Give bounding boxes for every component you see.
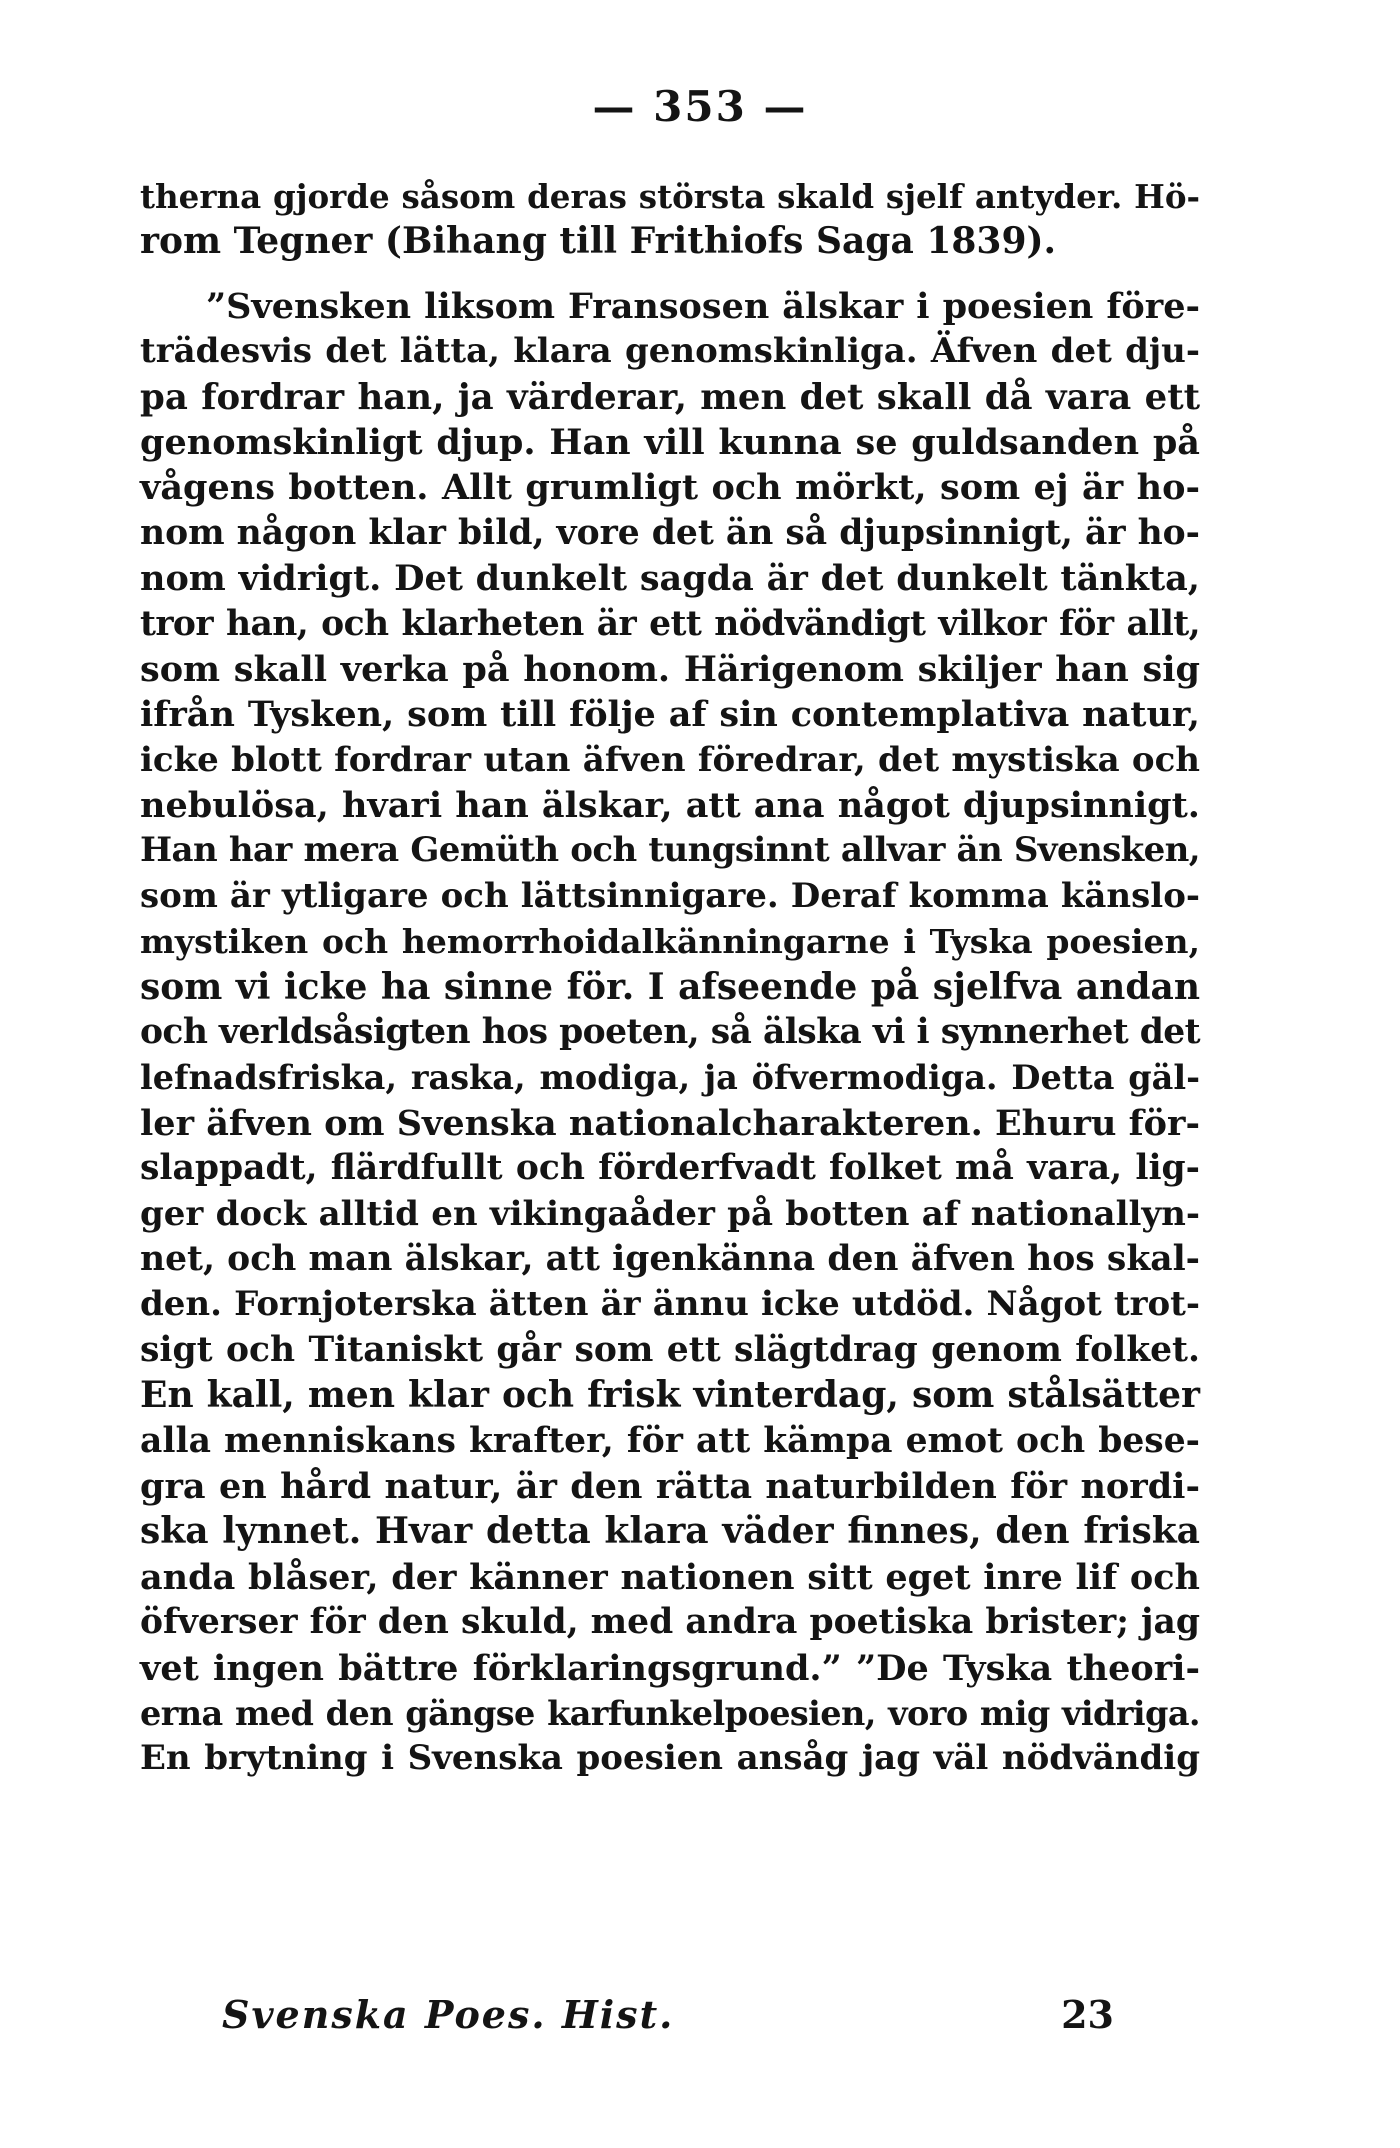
text-line: net, och man älskar, att igenkänna den äfven hos skal- [140,1238,1200,1279]
text-line: tror han, och klarheten är ett nödvändigt vilkor för allt, [140,603,1200,644]
text-line: ”Svensken liksom Fransosen älskar i poesien före- [206,285,1200,327]
text-line: rom Tegner (Bihang till Frithiofs Saga 1839). [140,220,1057,263]
text-line: erna med den gängse karfunkelpoesien, voro mig vidriga. [140,1693,1200,1733]
text-line: gra en hård natur, är den rätta naturbilden för nordi- [140,1465,1200,1507]
text-line: pa fordrar han, ja värderar, men det skall då vara ett [140,376,1200,418]
text-line: den. Fornjoterska ätten är ännu icke utdöd. Något trot- [140,1284,1200,1325]
text-line: nom någon klar bild, vore det än så djupsinnigt, är ho- [140,512,1200,553]
text-line: ger dock alltid en vikingaåder på botten af nationallyn- [140,1193,1200,1234]
text-line: genomskinligt djup. Han vill kunna se guldsanden på [140,421,1200,463]
text-line: nebulösa, hvari han älskar, att ana något djupsinnigt. [140,785,1200,827]
text-line: En kall, men klar och frisk vinterdag, som stålsätter [140,1374,1200,1417]
sheet-number: 23 [1061,1992,1114,2037]
page-number: — 353 — [592,82,808,131]
page-footer [222,1992,1114,2040]
text-line: anda blåser, der känner nationen sitt eget inre lif och [140,1556,1200,1598]
text-line: ska lynnet. Hvar detta klara väder finnes, den friska [140,1510,1200,1553]
text-line: icke blott fordrar utan äfven föredrar, det mystiska och [140,739,1200,780]
page-body-text [140,174,1200,1782]
text-line: sigt och Titaniskt går som ett slägtdrag genom folket. [140,1329,1200,1370]
text-line: som är ytligare och lättsinnigare. Deraf komma känslo- [140,875,1200,916]
text-line: alla menniskans krafter, för att kämpa emot och bese- [140,1420,1200,1461]
text-line: öfverser för den skuld, med andra poetiska brister; jag [140,1602,1200,1643]
text-line: lefnadsfriska, raska, modiga, ja öfvermodiga. Detta gäl- [140,1058,1200,1098]
text-line: som vi icke ha sinne för. I afseende på sjelfva andan [140,965,1200,1008]
text-line: ifrån Tysken, som till följe af sin contemplativa natur, [140,694,1200,736]
text-line: vet ingen bättre förklaringsgrund.” ”De Tyska theori- [140,1647,1200,1689]
text-line: trädesvis det lätta, klara genomskinliga. Äfven det dju- [140,331,1200,372]
text-line: mystiken och hemorrhoidalkänningarne i Tyska poesien, [140,922,1200,962]
text-line: som skall verka på honom. Härigenom skiljer han sig [140,648,1200,690]
text-line: ler äfven om Svenska nationalcharakteren. Ehuru för- [140,1102,1200,1144]
text-line: therna gjorde såsom deras största skald sjelf antyder. Hö- [140,177,1200,216]
text-line: Han har mera Gemüth och tungsinnt allvar än Svensken, [140,830,1200,871]
text-line: vågens botten. Allt grumligt och mörkt, som ej är ho- [140,467,1200,509]
text-line: slappadt, flärdfullt och förderfvadt folket må vara, lig- [140,1148,1200,1189]
signature-mark: Svenska Poes. Hist. [222,1992,675,2037]
text-line: nom vidrigt. Det dunkelt sagda är det dunkelt tänkta, [140,558,1200,600]
text-line: och verldsåsigten hos poeten, så älska vi i synnerhet det [140,1012,1200,1053]
text-line: En brytning i Svenska poesien ansåg jag väl nödvändig [140,1738,1200,1779]
